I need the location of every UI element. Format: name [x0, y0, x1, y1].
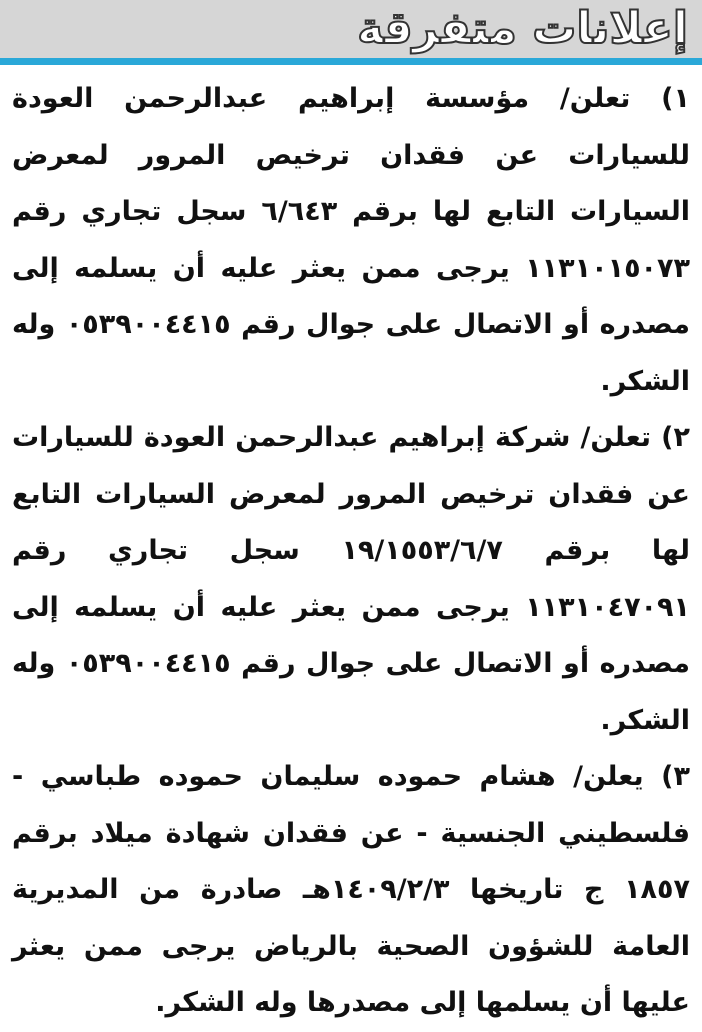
section-header [0, 0, 702, 58]
section-title: إعلانات متفرقة [357, 3, 688, 54]
ad-item: ١) تعلن/ مؤسسة إبراهيم عبدالرحمن العودة للسيارات عن فقدان ترخيص المرور لمعرض السيارات التابع لها برقم ٦/٦٤٣ سجل تجاري رقم ١١٣١٠١٥٠٧٣ يرجى ممن يعثر عليه أن يسلمه إلى مصدره أو الاتصال على جوال رقم ٠٥٣٩٠٠٤٤١٥ وله الشكر. [12, 83, 690, 397]
ads-list [0, 65, 702, 1032]
header-divider [0, 58, 702, 65]
ad-item: ٢) تعلن/ شركة إبراهيم عبدالرحمن العودة للسيارات عن فقدان ترخيص المرور لمعرض السيارات التابع لها برقم ١٩/١٥٥٣/٦/٧ سجل تجاري رقم ١١٣١٠٤٧٠٩١ يرجى ممن يعثر عليه أن يسلمه إلى مصدره أو الاتصال على جوال رقم ٠٥٣٩٠٠٤٤١٥ وله الشكر. [12, 422, 691, 736]
ad-item: ٣) يعلن/ هشام حموده سليمان حموده طباسي - فلسطيني الجنسية - عن فقدان شهادة ميلاد برقم ١٨٥٧ ج تاريخها ١٤٠٩/٢/٣هـ صادرة من المديرية العامة للشؤون الصحية بالرياض يرجى ممن يعثر عليها أن يسلمها إلى مصدرها وله الشكر. [12, 761, 690, 1018]
